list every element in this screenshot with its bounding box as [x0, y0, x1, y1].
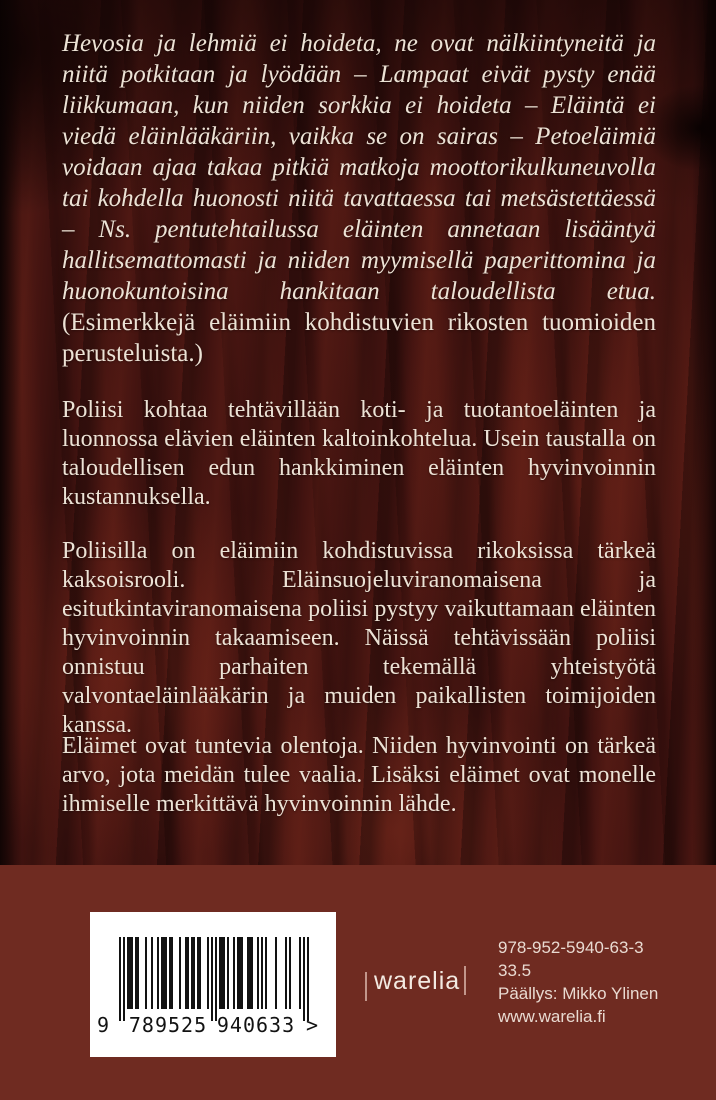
barcode-digit-group1: 789525 — [128, 1013, 208, 1037]
cover-designer-credit: Päällys: Mikko Ylinen — [498, 984, 659, 1003]
ean13-barcode-icon — [119, 937, 309, 1021]
publisher-website: www.warelia.fi — [498, 1007, 606, 1026]
footer-band — [0, 865, 716, 1100]
logo-divider-left — [365, 972, 367, 1001]
barcode-panel — [90, 912, 336, 1057]
barcode-digit-prefix: 9 — [97, 1013, 110, 1037]
body-paragraph-3: Eläimet ovat tuntevia olentoja. Niiden hyvinvointi on tärkeä arvo, jota meidän tulee vaalia. Lisäksi eläimet ovat monelle ihmiselle merkittävä hyvinvoinnin lähde. — [62, 733, 656, 817]
library-classification: 33.5 — [498, 961, 532, 980]
quote-paragraph — [62, 28, 656, 369]
publisher-logo — [358, 964, 480, 1006]
barcode-number — [90, 1013, 336, 1039]
barcode-digit-group2: 940633 — [216, 1013, 296, 1037]
isbn: 978-952-5940-63-3 — [498, 938, 644, 957]
publisher-logo-text: warelia — [374, 967, 461, 995]
barcode-quiet-zone-indicator: > — [306, 1013, 319, 1037]
body-paragraph-2: Poliisilla on eläimiin kohdistuvissa rikoksissa tärkeä kaksoisrooli. Eläinsuojeluviranomaisena ja esitutkintaviranomaisena poliisi pystyy vaikuttamaan eläinten hyvinvoinnin takaamiseen. Näissä tehtävissään poliisi onnistuu parhaiten tekemällä yhteistyötä valvontaeläinlääkärin ja muiden paikallisten toimijoiden kanssa. — [62, 538, 656, 738]
quote-text: Hevosia ja lehmiä ei hoideta, ne ovat nälkiintyneitä ja niitä potkitaan ja lyödään – Lampaat eivät pysty enää liikkumaan, kun niiden sorkkia ei hoideta – Eläintä ei viedä eläinlääkäriin, vaikka se on sairas – Petoeläimiä voidaan ajaa takaa pitkiä matkoja moottorikulkuneuvolla tai kohdella huonosti niitä tavattaessa tai metsästettäessä – Ns. pentutehtailussa eläinten annetaan lisääntyä hallitsemattomasti ja niiden myymisellä paperittomina ja huonokuntoisina hankitaan taloudellista etua. — [62, 30, 656, 305]
publication-meta — [498, 936, 658, 1028]
logo-divider-right — [464, 966, 466, 995]
body-paragraph-1: Poliisi kohtaa tehtävillään koti- ja tuotantoeläinten ja luonnossa elävien eläinten kaltoinkohtelua. Usein taustalla on taloudellisen edun hankkiminen eläinten hyvinvoinnin kustannuksella. — [62, 397, 656, 510]
quote-attribution: (Esimerkkejä eläimiin kohdistuvien rikosten tuomioiden perusteluista.) — [62, 309, 656, 367]
